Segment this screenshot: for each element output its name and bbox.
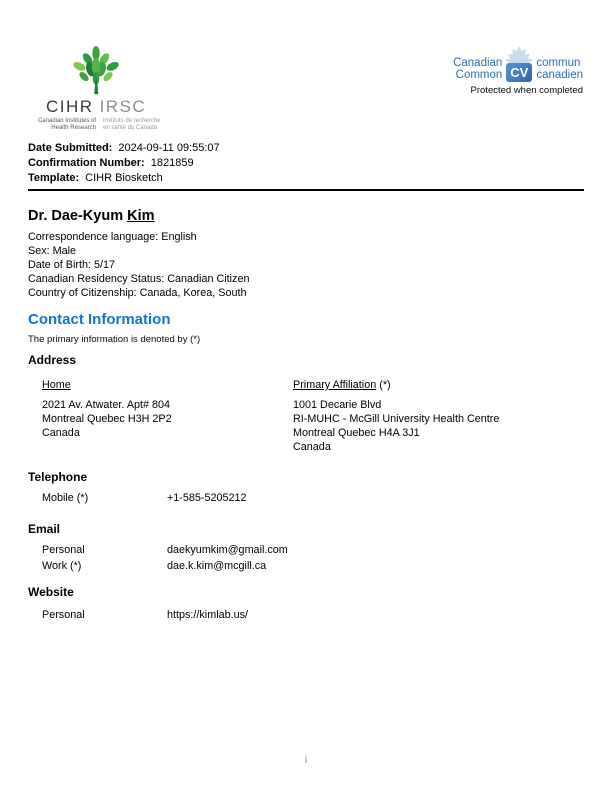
ccv-cv-box: CV <box>506 63 532 82</box>
ccv-logo-center <box>503 56 535 82</box>
person-surname: Kim <box>127 208 155 224</box>
telephone-rows <box>28 491 584 507</box>
confirmation-number-value: 1821859 <box>150 157 194 169</box>
cihr-subtitle-en: Canadian Institutes of Health Research <box>37 118 96 131</box>
address-home-label: Home <box>42 379 71 391</box>
protected-label: Protected when completed <box>470 85 583 96</box>
address-home-line: 2021 Av. Atwater. Apt# 804 <box>42 399 171 411</box>
email-row-value: dae.k.kim@mcgill.ca <box>167 559 267 572</box>
person-detail-birthdate: Date of Birth: 5/17 <box>28 259 116 271</box>
contact-information-heading: Contact Information <box>28 311 171 328</box>
address-primary-label: Primary Affiliation (*) <box>293 379 391 391</box>
date-submitted-row <box>28 141 584 156</box>
ccv-logo-text-fr: commun canadien <box>536 57 583 81</box>
email-row-value: daekyumkim@gmail.com <box>167 544 288 556</box>
ccv-logo-text-en: Canadian Common <box>453 57 503 81</box>
address-home-line: Canada <box>42 427 80 439</box>
template-label: Template: <box>28 172 80 184</box>
template-value: CIHR Biosketch <box>85 172 163 184</box>
telephone-row <box>28 491 584 507</box>
email-heading: Email <box>28 522 61 536</box>
website-row-value: https://kimlab.us/ <box>167 609 249 621</box>
page-number: i <box>304 755 308 766</box>
telephone-row-value: +1-585-5205212 <box>167 492 247 504</box>
submission-meta <box>28 141 584 191</box>
address-primary-line: RI-MUHC - McGill University Health Centre <box>293 413 500 425</box>
address-home-column <box>42 379 293 454</box>
ccv-logo <box>453 56 583 82</box>
template-row <box>28 171 584 186</box>
website-heading: Website <box>28 585 74 599</box>
person-block <box>28 208 249 300</box>
cihr-logo <box>30 46 170 132</box>
email-row-label: Personal <box>42 544 85 556</box>
cihr-subtitle-fr: Instituts de recherche en santé du Canada <box>103 118 161 131</box>
email-row <box>28 559 584 575</box>
date-submitted-label: Date Submitted: <box>28 142 113 154</box>
person-detail-residency: Canadian Residency Status: Canadian Citizen <box>28 273 250 285</box>
cihr-acronym-fr: IRSC <box>99 97 147 116</box>
address-primary-line: Montreal Quebec H4A 3J1 <box>293 427 420 439</box>
telephone-heading: Telephone <box>28 470 88 484</box>
cihr-subtitle <box>32 118 170 132</box>
address-primary-column <box>293 379 499 454</box>
website-rows <box>28 608 584 624</box>
cihr-acronyms <box>46 97 170 117</box>
confirmation-number-label: Confirmation Number: <box>28 157 145 169</box>
person-name: Dr. Dae-Kyum Kim <box>28 208 155 224</box>
address-home-line: Montreal Quebec H3H 2P2 <box>42 413 172 425</box>
email-rows <box>28 543 584 574</box>
person-detail-language: Correspondence language: English <box>28 231 197 243</box>
person-detail-citizenship: Country of Citizenship: Canada, Korea, South <box>28 287 247 299</box>
person-detail-sex: Sex: Male <box>28 245 77 257</box>
primary-info-note: The primary information is denoted by (*) <box>28 334 201 345</box>
cihr-acronym-en: CIHR <box>46 97 94 116</box>
email-row-label: Work (*) <box>42 559 82 572</box>
address-columns <box>42 379 499 454</box>
email-row <box>28 543 584 559</box>
confirmation-number-row <box>28 156 584 171</box>
primary-star: (*) <box>376 379 391 391</box>
telephone-row-label: Mobile (*) <box>42 492 89 504</box>
website-row <box>28 608 584 624</box>
date-submitted-value: 2024-09-11 09:55:07 <box>118 142 220 154</box>
address-primary-line: 1001 Decarie Blvd <box>293 399 382 411</box>
address-primary-line: Canada <box>293 441 331 453</box>
address-heading: Address <box>28 353 77 367</box>
cihr-maple-leaf-icon <box>68 46 124 96</box>
website-row-label: Personal <box>42 609 85 621</box>
